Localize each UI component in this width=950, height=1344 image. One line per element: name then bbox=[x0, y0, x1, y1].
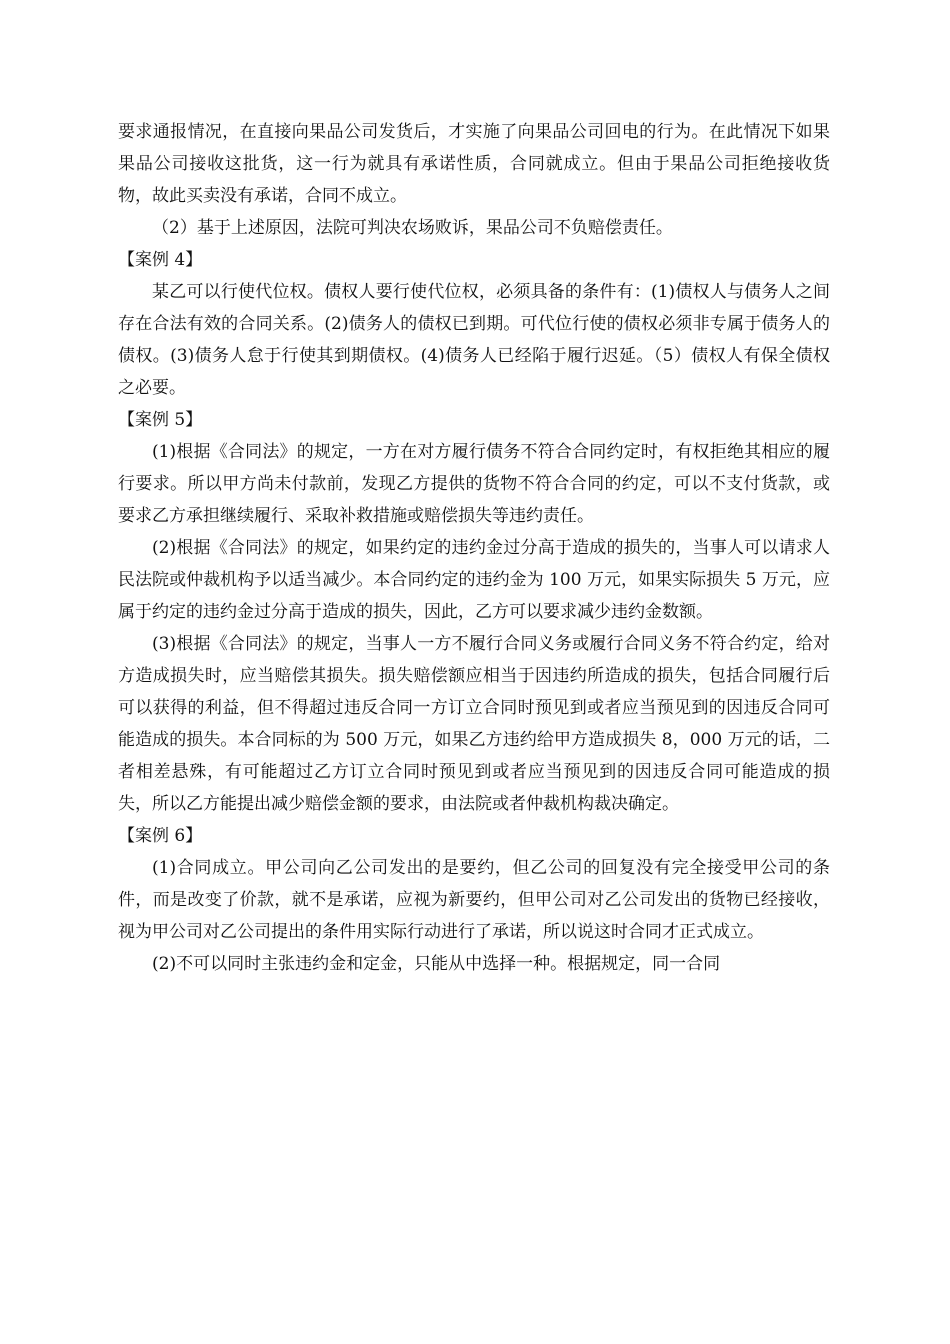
case-heading-4: 【案例 4】 bbox=[118, 250, 203, 270]
case-heading-5: 【案例 5】 bbox=[118, 410, 203, 430]
paragraph-case4-answer: 某乙可以行使代位权。债权人要行使代位权，必须具备的条件有：(1)债权人与债务人之间存在合法有效的合同关系。(2)债务人的债权已到期。可代位行使的债权必须非专属于债务人的债权。(3)债务人怠于行使其到期债权。(4)债务人已经陷于履行迟延。（5）债权人有保全债权之必要。 bbox=[118, 282, 830, 398]
document-body bbox=[118, 116, 830, 980]
paragraph-case6-answer2: (2)不可以同时主张违约金和定金，只能从中选择一种。根据规定，同一合同 bbox=[152, 954, 721, 974]
paragraph-case5-answer1: (1)根据《合同法》的规定，一方在对方履行债务不符合合同约定时，有权拒绝其相应的履行要求。所以甲方尚未付款前，发现乙方提供的货物不符合合同的约定，可以不支付货款，或要求乙方承担继续履行、采取补救措施或赔偿损失等违约责任。 bbox=[118, 442, 830, 526]
paragraph-continuation: 要求通报情况，在直接向果品公司发货后，才实施了向果品公司回电的行为。在此情况下如果果品公司接收这批货，这一行为就具有承诺性质，合同就成立。但由于果品公司拒绝接收货物，故此买卖没有承诺，合同不成立。 bbox=[118, 122, 830, 206]
paragraph-case3-answer2: （2）基于上述原因，法院可判决农场败诉，果品公司不负赔偿责任。 bbox=[152, 218, 673, 238]
paragraph-case6-answer1: (1)合同成立。甲公司向乙公司发出的是要约，但乙公司的回复没有完全接受甲公司的条件，而是改变了价款，就不是承诺，应视为新要约，但甲公司对乙公司发出的货物已经接收，视为甲公司对乙公司提出的条件用实际行动进行了承诺，所以说这时合同才正式成立。 bbox=[118, 858, 830, 942]
case-heading-6: 【案例 6】 bbox=[118, 826, 203, 846]
paragraph-case5-answer2: (2)根据《合同法》的规定，如果约定的违约金过分高于造成的损失的，当事人可以请求人民法院或仲裁机构予以适当减少。本合同约定的违约金为 100 万元，如果实际损失 5 万元，应属于约定的违约金过分高于造成的损失，因此，乙方可以要求减少违约金数额。 bbox=[118, 538, 830, 622]
paragraph-case5-answer3: (3)根据《合同法》的规定，当事人一方不履行合同义务或履行合同义务不符合约定，给对方造成损失时，应当赔偿其损失。损失赔偿额应相当于因违约所造成的损失，包括合同履行后可以获得的利益，但不得超过违反合同一方订立合同时预见到或者应当预见到的因违反合同可能造成的损失。本合同标的为 500 万元，如果乙方违约给甲方造成损失 8，000 万元的话，二者相差悬殊，有可能超过乙方订立合同时预见到或者应当预见到的因违反合同可能造成的损失，所以乙方能提出减少赔偿金额的要求，由法院或者仲裁机构裁决确定。 bbox=[118, 634, 830, 814]
